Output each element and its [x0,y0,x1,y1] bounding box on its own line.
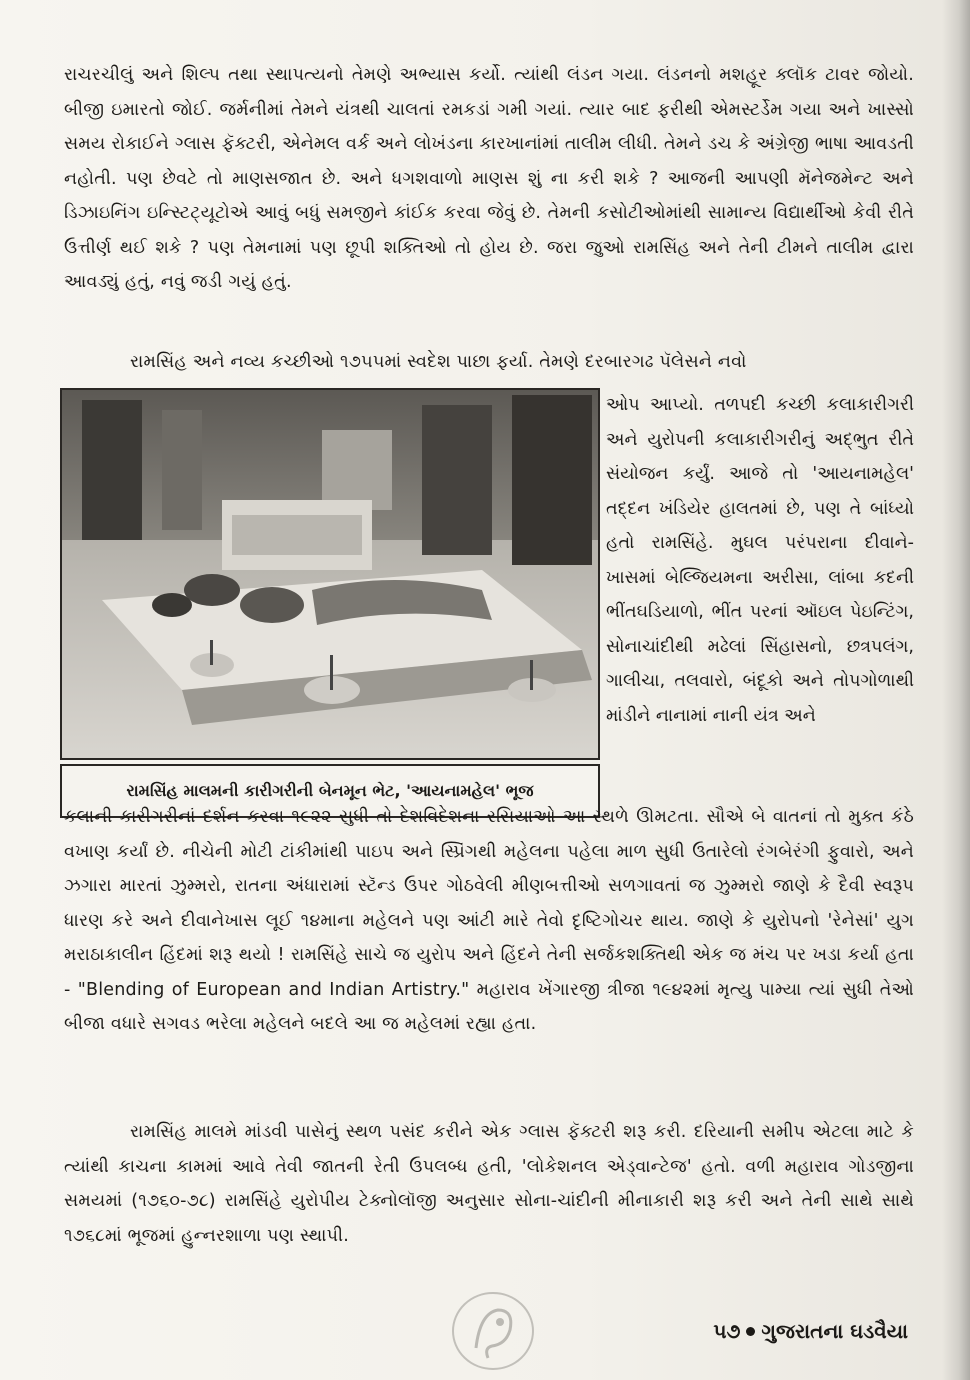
paragraph-3: કલાની કારીગરીનાં દર્શન કરવા ૧૯૨૨ સુધી તો દેશવિદેશના રસિયાઓ આ સ્થળે ઊમટતા. સૌએ બે વાતનાં તો મુક્ત કંઠે વખાણ કર્યાં છે. નીચેની મોટી ટાંકીમાંથી પાઇપ અને સ્પ્રિંગથી મહેલના પહેલા માળ સુધી ઉતારેલો રંગબેરંગી ફુવારો, અને ઝગારા મારતાં ઝુમ્મરો, રાતના અંધારામાં સ્ટૅન્ડ ઉપર ગોઠવેલી મીણબત્તીઓ સળગાવતાં જ ઝુમ્મરો જાણે કે દૈવી સ્વરૂપ ધારણ કરે અને દીવાનેખાસ લૂઈ ૧૪માના મહેલને પણ આંટી મારે તેવો દૃષ્ટિગોચર થાય. જાણે કે યુરોપનો 'રેનેસાં' યુગ મરાઠાકાલીન હિંદમાં શરૂ થયો ! રામસિંહે સાચે જ યુરોપ અને હિંદને તેની સર્જકશક્તિથી એક જ મંચ પર ખડા કર્યા હતા - "Blending of European and Indian Artistry." મહારાવ ખેંગારજી ત્રીજા ૧૯૪૨માં મૃત્યુ પામ્યા ત્યાં સુધી તેઓ બીજા વધારે સગવડ ભરેલા મહેલને બદલે આ જ મહેલમાં રહ્યા હતા. [64,807,914,1034]
palace-photo-illustration [62,390,598,758]
book-title: ગુજરાતના ઘડવૈયા [761,1319,908,1343]
paragraph-4: રામસિંહ માલમે માંડવી પાસેનું સ્થળ પસંદ કરીને એક ગ્લાસ ફૅક્ટરી શરૂ કરી. દરિયાની સમીપ એટલા માટે કે ત્યાંથી કાચના કામમાં આવે તેવી જાતની રેતી ઉપલબ્ધ હતી, 'લોકેશનલ એડ્વાન્ટેજ' હતો. વળી મહારાવ ગોડજીના સમયમાં (૧૭૬૦-૭૮) રામસિંહે યુરોપીય ટેક્નોલૉજી અનુસાર સોના-ચાંદીની મીનાકારી શરૂ કરી અને તેની સાથે સાથે ૧૭૬૮માં ભૂજમાં હુન્નરશાળા પણ સ્થાપી. [64,1122,914,1246]
decorative-emblem-icon [448,1288,538,1374]
photo-caption: રામસિંહ માલમની કારીગરીની બેનમૂન ભેટ, 'આયનામહેલ' ભૂજ [126,781,534,800]
wrapped-text-column: ઓપ આપ્યો. તળપદી કચ્છી કલાકારીગરી અને યુરોપની કલાકારીગરીનું અદ્ભુત રીતે સંયોજન કર્યું. આજે તો 'આયનામહેલ' તદ્દન ખંડિયેર હાલતમાં છે, પણ તે બાંધ્યો હતો રામસિંહે. મુઘલ પરંપરાના દીવાને-ખાસમાં બેલ્જિયમના અરીસા, લાંબા કદની ભીંતઘડિયાળો, ભીંત પરનાં ઑઇલ પેઇન્ટિંગ, સોનાચાંદીથી મઢેલાં સિંહાસનો, છત્રપલંગ, ગાલીચા, તલવારો, બંદૂકો અને તોપગોળાથી માંડીને નાનામાં નાની યંત્ર અને [606,395,914,726]
paragraph-1: રાચરચીલું અને શિલ્પ તથા સ્થાપત્યનો તેમણે અભ્યાસ કર્યો. ત્યાંથી લંડન ગયા. લંડનનો મશહૂર ક્લૉક ટાવર જોયો. બીજી ઇમારતો જોઈ. જર્મનીમાં તેમને યંત્રથી ચાલતાં રમકડાં ગમી ગયાં. ત્યાર બાદ ફરીથી એમસ્ટર્ડેમ ગયા અને ખાસ્સો સમય રોકાઈને ગ્લાસ ફૅક્ટરી, એનેમલ વર્ક અને લોખંડના કારખાનાંમાં તાલીમ લીધી. તેમને ડચ કે અંગ્રેજી ભાષા આવડતી નહોતી. પણ છેવટે તો માણસજાત છે. અને ધગશવાળો માણસ શું ના કરી શકે ? આજની આપણી મૅનેજમેન્ટ અને ડિઝાઇનિંગ ઇન્સ્ટિટ્યૂટોએ આવું બધું સમજીને કાંઈક કરવા જેવું છે. તેમની કસોટીઓમાંથી સામાન્ય વિદ્યાર્થીઓ કેવી રીતે ઉત્તીર્ણ થઈ શકે ? પણ તેમનામાં પણ છૂપી શક્તિઓ તો હોય છે. જરા જુઓ રામસિંહ અને તેની ટીમને તાલીમ દ્વારા આવડ્યું હતું, નવું જડી ગયું હતું. [64,65,914,292]
page-spine-shadow [942,0,970,1380]
paragraph-2-intro: રામસિંહ અને નવ્ય કચ્છીઓ ૧૭૫૫માં સ્વદેશ પાછા ફર્યા. તેમણે દરબારગઢ પૅલેસને નવો [130,352,747,372]
palace-interior-photo [60,388,600,760]
page-number: ૫૭ [713,1319,741,1343]
photo-figure [60,388,600,828]
bullet-icon [746,1327,755,1336]
page-footer [713,1319,908,1343]
